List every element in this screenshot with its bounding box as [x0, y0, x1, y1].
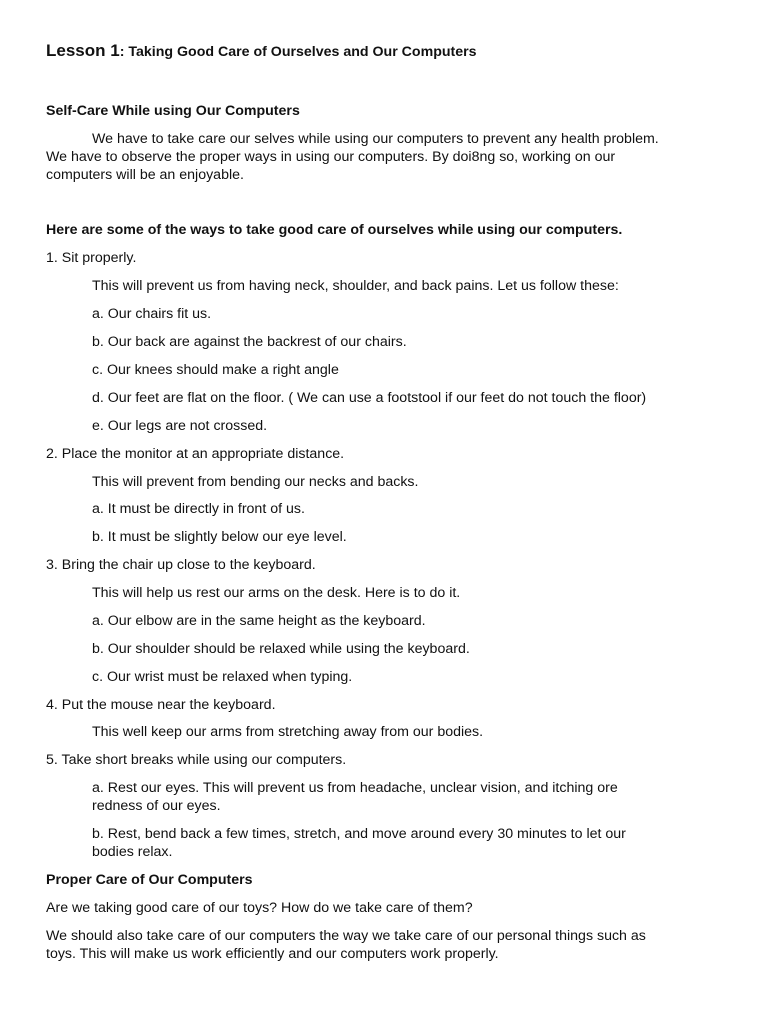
- item-2-title: 2. Place the monitor at an appropriate distance.: [46, 446, 345, 462]
- lesson-separator: :: [119, 44, 125, 60]
- item-1-sub-b: b. Our back are against the backrest of our chairs.: [92, 334, 407, 350]
- computer-care-line-1: We should also take care of our computers the way we take care of our personal things such as: [46, 928, 646, 944]
- intro-line-1: We have to take care our selves while using our computers to prevent any health problem.: [92, 131, 659, 147]
- item-2-sub-b: b. It must be slightly below our eye level.: [92, 529, 347, 545]
- item-5-sub-a-line-1: a. Rest our eyes. This will prevent us from headache, unclear vision, and itching ore: [92, 780, 618, 796]
- item-3-sub-c: c. Our wrist must be relaxed when typing.: [92, 669, 353, 685]
- item-3-sub-a: a. Our elbow are in the same height as the keyboard.: [92, 613, 426, 629]
- ways-heading: Here are some of the ways to take good care of ourselves while using our computers.: [46, 222, 623, 238]
- item-2-sub-a: a. It must be directly in front of us.: [92, 501, 305, 517]
- lesson-label: Lesson 1: [46, 41, 120, 60]
- section-heading-computer-care: Proper Care of Our Computers: [46, 872, 253, 888]
- item-3-desc: This will help us rest our arms on the desk. Here is to do it.: [92, 585, 461, 601]
- intro-line-3: computers will be an enjoyable.: [46, 167, 244, 183]
- computer-care-question: Are we taking good care of our toys? How do we take care of them?: [46, 900, 473, 916]
- computer-care-line-2: toys. This will make us work efficiently and our computers work properly.: [46, 946, 499, 962]
- item-3-sub-b: b. Our shoulder should be relaxed while using the keyboard.: [92, 641, 470, 657]
- item-5-sub-b-line-2: bodies relax.: [92, 844, 173, 860]
- item-2-desc: This will prevent from bending our necks and backs.: [92, 474, 419, 490]
- item-5-title: 5. Take short breaks while using our computers.: [46, 752, 347, 768]
- item-1-title: 1. Sit properly.: [46, 250, 137, 266]
- intro-line-2: We have to observe the proper ways in using our computers. By doi8ng so, working on our: [46, 149, 616, 165]
- item-5-sub-a-line-2: redness of our eyes.: [92, 798, 221, 814]
- item-1-desc: This will prevent us from having neck, shoulder, and back pains. Let us follow these:: [92, 278, 619, 294]
- section-heading-self-care: Self-Care While using Our Computers: [46, 103, 300, 119]
- item-4-desc: This well keep our arms from stretching away from our bodies.: [92, 724, 484, 740]
- item-1-sub-e: e. Our legs are not crossed.: [92, 418, 268, 434]
- item-3-title: 3. Bring the chair up close to the keyboard.: [46, 557, 316, 573]
- lesson-title-text: Taking Good Care of Ourselves and Our Computers: [128, 44, 477, 60]
- item-1-sub-a: a. Our chairs fit us.: [92, 306, 212, 322]
- lesson-title: [46, 42, 477, 61]
- item-5-sub-b-line-1: b. Rest, bend back a few times, stretch, and move around every 30 minutes to let our: [92, 826, 626, 842]
- item-1-sub-c: c. Our knees should make a right angle: [92, 362, 339, 378]
- item-1-sub-d: d. Our feet are flat on the floor. ( We can use a footstool if our feet do not touch the floor): [92, 390, 647, 406]
- item-4-title: 4. Put the mouse near the keyboard.: [46, 697, 276, 713]
